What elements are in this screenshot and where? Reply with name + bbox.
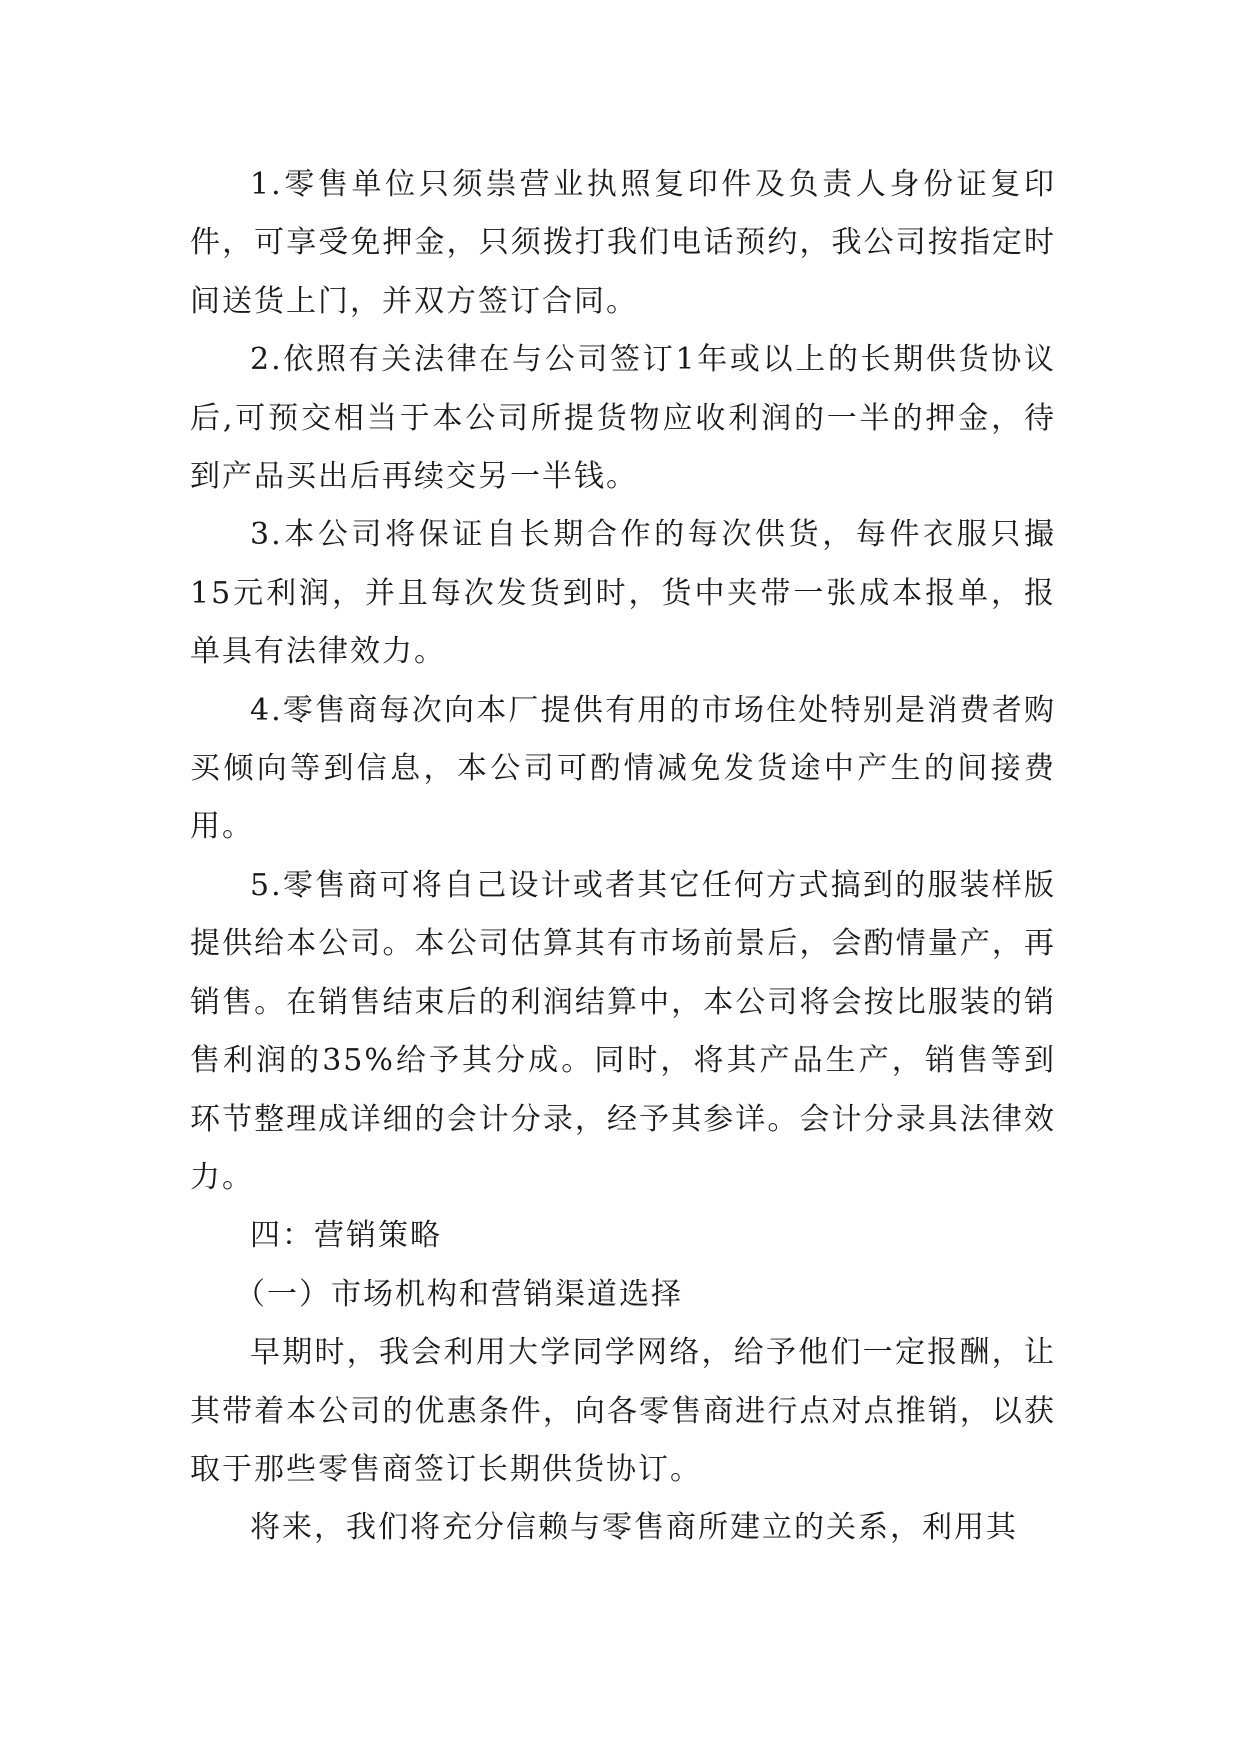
paragraph-future: 将来，我们将充分信赖与零售商所建立的关系，利用其	[250, 1510, 1018, 1546]
clause-3: 3.本公司将保证自长期合作的每次供货，每件衣服只撮15元利润，并且每次发货到时，货中夹带一张成本报单，报单具有法律效力。	[190, 517, 1056, 670]
clause-1: 1.零售单位只须祟营业执照复印件及负责人身份证复印件，可享受免押金，只须拨打我们电话预约，我公司按指定时间送货上门，并双方签订合同。	[190, 167, 1056, 319]
clause-5: 5.零售商可将自己设计或者其它任何方式搞到的服装样版提供给本公司。本公司估算其有市场前景后，会酌情量产，再销售。在销售结束后的利润结算中，本公司将会按比服装的销售利润的35%给予其分成。同时，将其产品生产，销售等到环节整理成详细的会计分录，经予其参详。会计分录具法律效力。	[190, 867, 1056, 1195]
clause-4: 4.零售商每次向本厂提供有用的市场住处特别是消费者购买倾向等到信息，本公司可酌情减免发货途中产生的间接费用。	[190, 692, 1056, 845]
body-text	[190, 156, 1056, 1558]
section-heading: 四：营销策略	[250, 1218, 442, 1254]
paragraph-early-stage: 早期时，我会利用大学同学网络，给予他们一定报酬，让其带着本公司的优惠条件，向各零售商进行点对点推销，以获取于那些零售商签订长期供货协订。	[190, 1335, 1056, 1487]
subsection-heading: （一）市场机构和营销渠道选择	[235, 1276, 683, 1312]
clause-2: 2.依照有关法律在与公司签订1年或以上的长期供货协议后,可预交相当于本公司所提货物应收利润的一半的押金，待到产品买出后再续交另一半钱。	[190, 342, 1056, 495]
